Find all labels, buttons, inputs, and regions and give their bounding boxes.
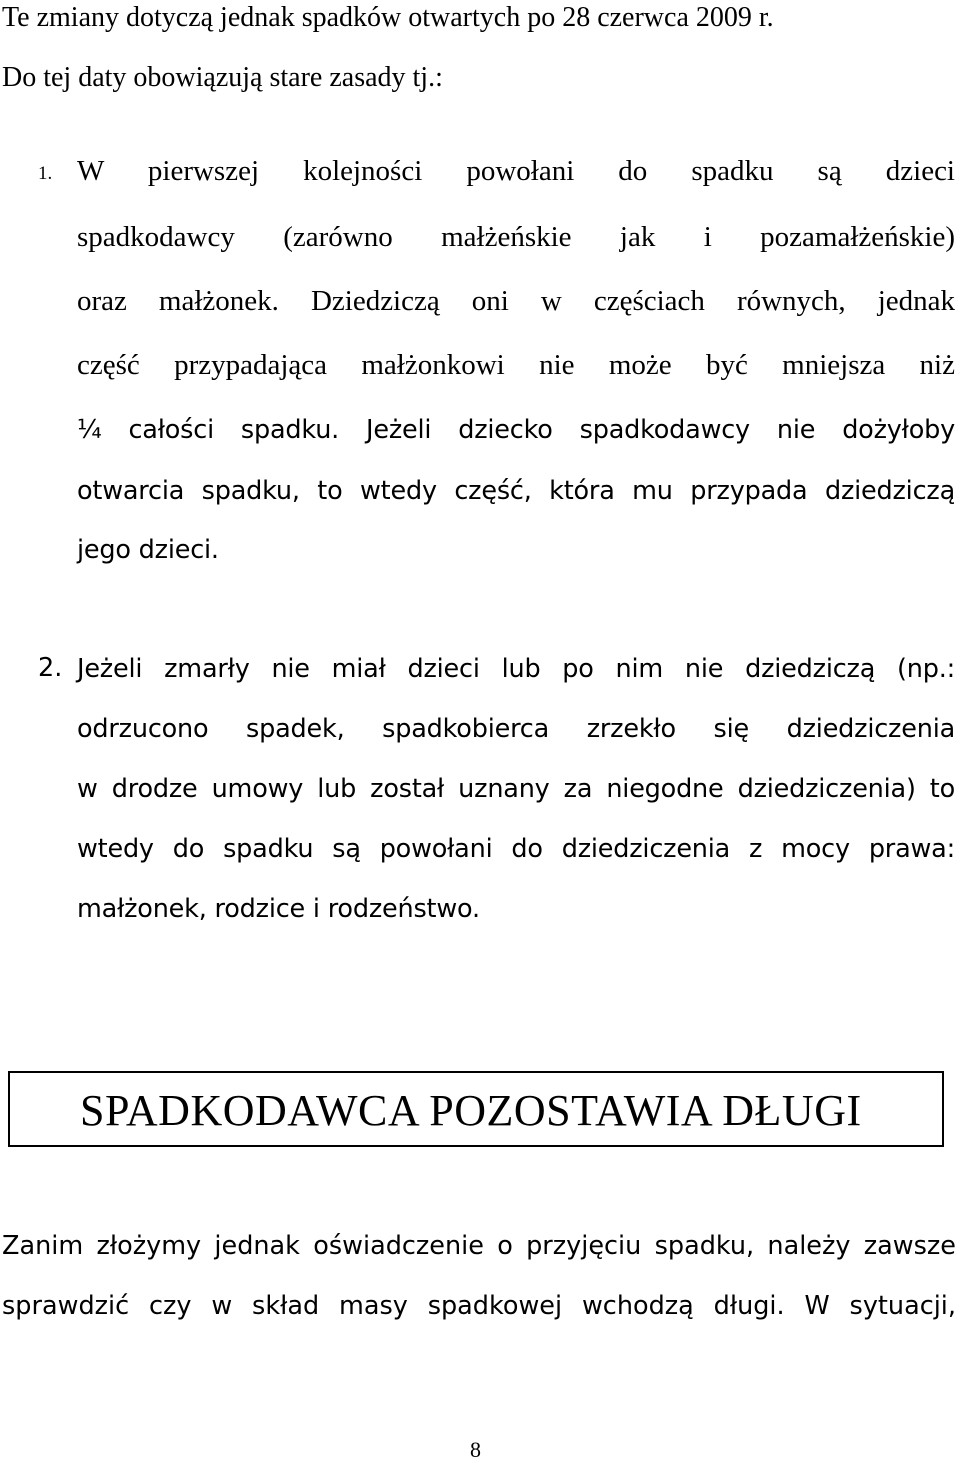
list-item-2-number: 2. — [38, 653, 63, 683]
closing-line-2: sprawdzić czy w skład masy spadkowej wchodzą długi. W sytuacji, — [2, 1291, 956, 1321]
section-heading: SPADKODAWCA POZOSTAWIA DŁUGI — [80, 1086, 862, 1135]
list-item-1-number: 1. — [38, 163, 53, 184]
page-number: 8 — [470, 1437, 481, 1462]
list-item-2-line: małżonek, rodzice i rodzeństwo. — [77, 894, 480, 924]
closing-line-1: Zanim złożymy jednak oświadczenie o przyjęciu spadku, należy zawsze — [2, 1231, 956, 1261]
intro-line-2: Do tej daty obowiązują stare zasady tj.: — [2, 62, 443, 93]
list-item-1-line: część przypadająca małżonkowi nie może być mniejsza niż — [77, 349, 955, 381]
list-item-1-line: jego dzieci. — [77, 535, 219, 565]
list-item-1-line: otwarcia spadku, to wtedy część, która mu przypada dziedziczą — [77, 476, 955, 506]
list-item-2-line: Jeżeli zmarły nie miał dzieci lub po nim nie dziedziczą (np.: — [77, 654, 955, 684]
list-item-2-line: w drodze umowy lub został uznany za niegodne dziedziczenia) to — [77, 774, 955, 804]
list-item-2-line: odrzucono spadek, spadkobierca zrzekło się dziedziczenia — [77, 714, 955, 744]
list-item-1-line: oraz małżonek. Dziedziczą oni w częściach równych, jednak — [77, 285, 955, 317]
list-item-1-line: W pierwszej kolejności powołani do spadku są dzieci — [77, 155, 955, 187]
list-item-2-line: wtedy do spadku są powołani do dziedziczenia z mocy prawa: — [77, 834, 955, 864]
list-item-1-line: spadkodawcy (zarówno małżeńskie jak i pozamałżeńskie) — [77, 221, 955, 253]
section-heading-box — [8, 1071, 944, 1147]
list-item-1-line: ¼ całości spadku. Jeżeli dziecko spadkodawcy nie dożyłoby — [77, 415, 955, 445]
intro-line-1: Te zmiany dotyczą jednak spadków otwartych po 28 czerwca 2009 r. — [2, 2, 774, 33]
